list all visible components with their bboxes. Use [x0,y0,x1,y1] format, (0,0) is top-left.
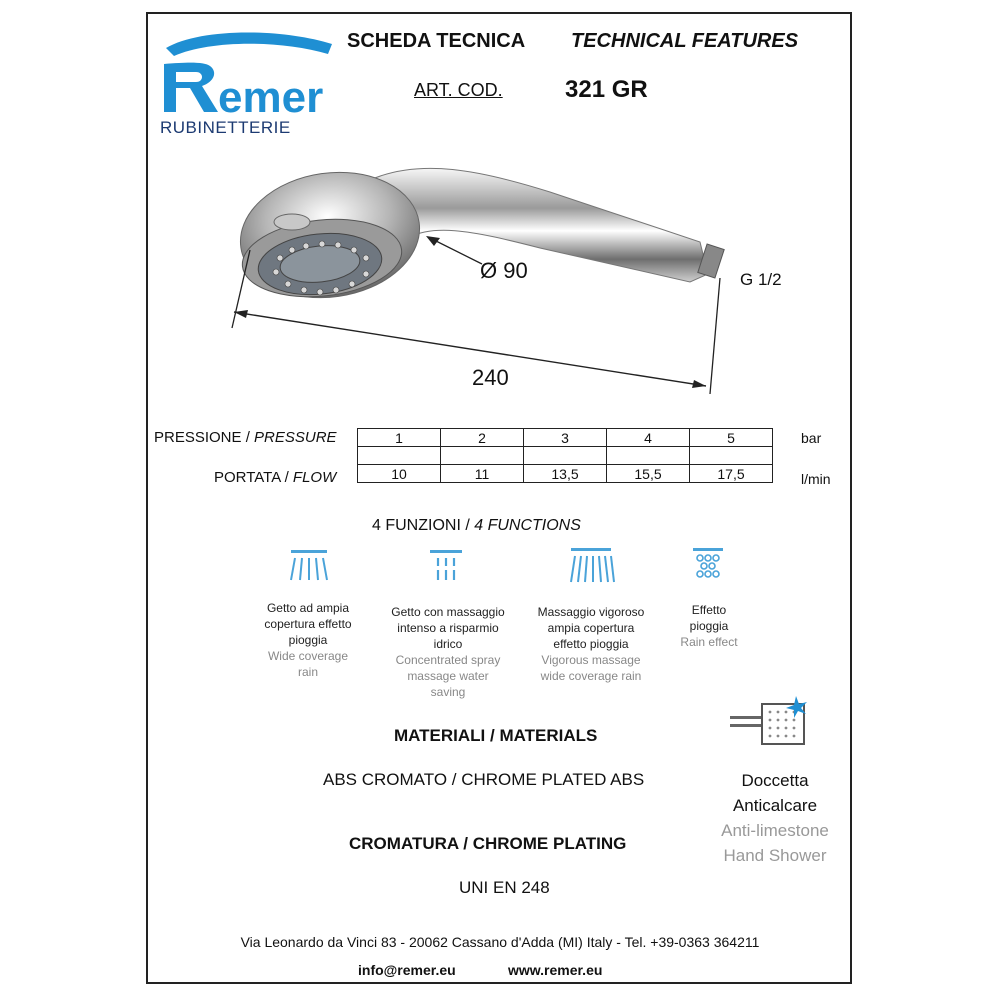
pressure-unit: bar [801,430,822,446]
thread-label: G 1/2 [740,270,782,289]
spacer-row [358,447,773,465]
flow-cell: 10 [358,465,441,483]
empty-cell [441,447,524,465]
length-label: 240 [472,365,509,390]
footer-website[interactable]: www.remer.eu [508,962,603,978]
title-italian: SCHEDA TECNICA [347,30,526,52]
plating-title: CROMATURA / CHROME PLATING [349,834,627,853]
anti-limestone-icon [728,694,812,750]
flow-cell: 15,5 [607,465,690,483]
flow-row [358,465,773,483]
spec-table [357,428,773,483]
pressure-label: PRESSIONE / PRESSURE [154,429,337,446]
flow-cell: 13,5 [524,465,607,483]
art-code-label: ART. COD. [414,80,503,100]
brand-subtitle: RUBINETTERIE [160,118,291,137]
materials-title: MATERIALI / MATERIALS [394,726,598,745]
concentrated-spray-icon [428,548,464,584]
pressure-cell: 4 [607,429,690,447]
materials-value: ABS CROMATO / CHROME PLATED ABS [323,770,645,789]
footer-email[interactable]: info@remer.eu [358,962,456,978]
title-english: TECHNICAL FEATURES [571,30,799,52]
plating-value: UNI EN 248 [459,878,550,897]
footer-address: Via Leonardo da Vinci 83 - 20062 Cassano d'Adda (MI) Italy - Tel. +39-0363 364211 [240,934,760,950]
wide-spray-icon [287,548,331,584]
pressure-cell: 3 [524,429,607,447]
vigorous-massage-icon [567,546,615,586]
flow-label: PORTATA / FLOW [214,469,337,486]
rain-effect-icon [690,546,726,582]
empty-cell [607,447,690,465]
art-code-value: 321 GR [565,76,648,103]
empty-cell [690,447,773,465]
anti-limestone-label: Doccetta Anticalcare Anti-limestone Hand Shower [721,771,829,865]
svg-text:emer: emer [218,73,324,122]
pressure-cell: 1 [358,429,441,447]
diameter-label: Ø 90 [480,258,528,283]
functions-title: 4 FUNZIONI / 4 FUNCTIONS [372,517,581,534]
empty-cell [524,447,607,465]
function-caption-3: Massaggio vigoroso ampia copertura effetto pioggia Vigorous massage wide coverage rain [537,605,645,683]
flow-cell: 17,5 [690,465,773,483]
flow-unit: l/min [801,471,831,487]
pressure-cell: 2 [441,429,524,447]
empty-cell [358,447,441,465]
flow-cell: 11 [441,465,524,483]
function-caption-2: Getto con massaggio intenso a risparmio idrico Concentrated spray massage water saving [391,605,505,699]
pressure-cell: 5 [690,429,773,447]
function-caption-4: Effetto pioggia Rain effect [680,603,738,649]
pressure-row [358,429,773,447]
function-caption-1: Getto ad ampia copertura effetto pioggia Wide coverage rain [264,601,352,679]
